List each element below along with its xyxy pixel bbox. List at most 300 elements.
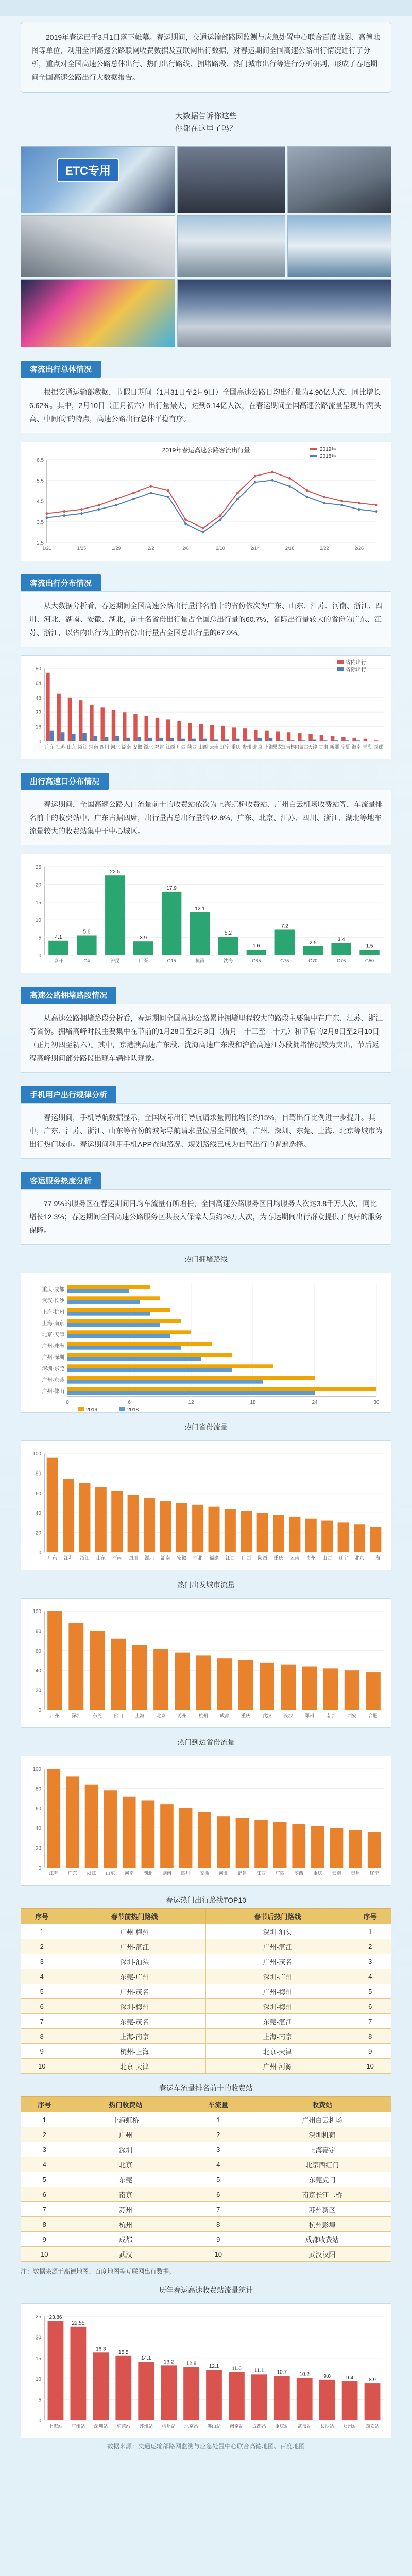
etc-lane-photo — [21, 146, 175, 213]
bar — [206, 2370, 222, 2420]
stations-table-cell: 武汉 — [68, 2247, 183, 2262]
chart-5-svg — [21, 1441, 391, 1570]
x-tick-label: 24 — [312, 1400, 318, 1405]
section-6-text: 77.9%的服务区在春运期间日均车流量有所增长，全国高速公路服务区日均服务人次达3.8千万人次，同比增长12.3%；春运期间全国高速公路服务区共投入保障人员约26万人次，为春运期间出行群众提供了良好的服务保障。 — [29, 1199, 383, 1234]
bar — [254, 1820, 268, 1868]
x-tick-label: 江苏 — [64, 1555, 74, 1561]
bar — [334, 740, 338, 741]
bar — [323, 740, 327, 741]
section-1-label: 客流出行总体情况 — [21, 361, 101, 378]
stations-col-header: 热门收费站 — [68, 2097, 183, 2112]
bar-value-label: 13.2 — [163, 2359, 174, 2365]
bar — [104, 1790, 117, 1868]
data-point — [254, 481, 256, 484]
bar-value-label: 15.5 — [118, 2349, 129, 2355]
x-tick-label: 湖北 — [143, 1871, 153, 1876]
bar-value-label: 5.6 — [83, 929, 91, 935]
x-tick-label: 湖南 — [161, 1555, 170, 1561]
legend-label: 2018 — [127, 1407, 139, 1412]
routes-table-cell: 杭州-上海 — [63, 2044, 206, 2059]
bar — [236, 1818, 249, 1868]
bar — [72, 734, 75, 741]
x-tick-label: 南京 — [326, 1713, 336, 1718]
stations-table-cell: 南京 — [68, 2187, 183, 2202]
routes-table-cell: 深圳-汕头 — [206, 1924, 349, 1939]
data-point — [184, 518, 187, 521]
chart-5 — [21, 1440, 391, 1570]
stations-table-cell: 2 — [183, 2127, 253, 2142]
stations-table-cell: 2 — [21, 2127, 68, 2142]
data-point — [236, 492, 239, 494]
x-tick-label: 广西 — [242, 1555, 251, 1561]
bar — [48, 2321, 64, 2420]
data-point — [167, 489, 169, 492]
x-tick-label: 宁夏 — [340, 744, 350, 750]
stations-table-cell: 9 — [21, 2232, 68, 2247]
y-tick-label: 5 — [38, 2397, 41, 2403]
legend-swatch — [337, 667, 344, 671]
legend-label: 2019年 — [320, 447, 337, 452]
routes-table-cell: 7 — [21, 2014, 63, 2029]
routes-table-cell: 广州-梅州 — [206, 1984, 349, 1999]
bar — [368, 1832, 381, 1868]
bar — [71, 2327, 87, 2420]
section-3-text: 春运期间，全国高速公路入口流量前十的收费站依次为上海虹桥收费站、广州白云机场收费站等，车流量排名前十的收费站中，广东占据四席，出行量占总出行量的42.8%，广东、北京、江苏、四川、浙江、湖北等地车流量较大的收费站集中于中心城区。 — [29, 800, 383, 835]
bar — [225, 1509, 236, 1552]
y-tick-label: 5.5 — [37, 478, 44, 484]
x-tick-label: 江苏 — [56, 744, 65, 750]
routes-table-cell: 1 — [21, 1924, 63, 1939]
bar — [302, 1667, 317, 1710]
intro-box — [21, 22, 391, 93]
x-tick-label: 重庆 — [231, 744, 241, 750]
routes-table-cell: 8 — [349, 2029, 391, 2044]
hero-line-2: 你都在这里了吗？ — [175, 124, 237, 133]
x-tick-label: 30 — [373, 1400, 380, 1405]
stations-table-cell: 苏州 — [68, 2202, 183, 2217]
bar — [374, 740, 378, 741]
bar — [162, 892, 181, 955]
bar — [356, 740, 360, 741]
stations-table-cell: 成都 — [68, 2232, 183, 2247]
x-tick-label: 福建 — [237, 1871, 247, 1876]
routes-table-cell: 3 — [21, 1954, 63, 1969]
x-tick-label: 福建 — [154, 744, 164, 750]
routes-table-row — [21, 2029, 391, 2044]
legend-swatch — [337, 660, 344, 664]
chart-7-svg — [21, 1756, 391, 1885]
bar — [161, 2365, 177, 2420]
bar — [229, 2372, 245, 2420]
x-tick-label: 山东 — [67, 744, 77, 750]
bar — [210, 725, 214, 741]
bar — [346, 740, 349, 741]
x-tick-label: 2/18 — [285, 546, 295, 551]
bar — [287, 732, 290, 741]
x-tick-label: 北京站 — [184, 2424, 199, 2429]
routes-table-body — [21, 1924, 391, 2074]
x-tick-label: 江西 — [165, 744, 175, 750]
x-tick-label: 山东 — [96, 1555, 106, 1561]
data-point — [271, 471, 273, 473]
bar — [275, 929, 295, 955]
section-4-box — [21, 1004, 391, 1073]
section-3-box — [21, 790, 391, 845]
bar — [126, 738, 130, 741]
x-tick-label: 四川 — [128, 1555, 138, 1561]
x-tick-label: G76 — [337, 958, 346, 963]
bar — [123, 1797, 136, 1868]
x-tick-label: 2/14 — [250, 546, 260, 551]
routes-table-row — [21, 1969, 391, 1984]
bar — [183, 2367, 199, 2420]
bar — [217, 1816, 230, 1868]
x-tick-label: 安徽 — [177, 1555, 186, 1561]
y-tick-label: 40 — [35, 1668, 41, 1674]
bar — [321, 1521, 333, 1552]
data-point — [358, 508, 360, 511]
bar — [67, 1308, 170, 1312]
data-point — [288, 485, 291, 488]
bar — [349, 1830, 362, 1868]
x-tick-label: 湖南 — [162, 1871, 171, 1876]
bar — [247, 739, 250, 741]
routes-table-cell: 北京-天津 — [63, 2059, 206, 2074]
stations-table-title: 春运车流量排名前十的收费站 — [159, 2084, 253, 2092]
x-tick-label: 广州 — [50, 1713, 60, 1718]
bar — [331, 736, 334, 741]
x-tick-label: 长沙 — [283, 1713, 293, 1718]
source-note: 注：数据来源于高德地图、百度地图等互联网出行数据。 — [21, 2268, 176, 2275]
bar-value-label: 12.1 — [195, 906, 205, 912]
routes-table-cell: 广州-茂名 — [63, 1984, 206, 1999]
stations-table-cell: 北京西红门 — [253, 2157, 391, 2172]
x-tick-label: 江苏 — [49, 1871, 59, 1876]
data-point — [254, 475, 256, 478]
bar — [105, 875, 125, 955]
bar — [67, 1368, 232, 1372]
routes-table-cell: 上海-南京 — [63, 2029, 206, 2044]
x-tick-label: G50 — [365, 958, 374, 963]
x-tick-label: G70 — [308, 958, 318, 963]
routes-col-header: 春节后热门路线 — [206, 1909, 349, 1924]
stations-table-cell: 南京长江二桥 — [253, 2187, 391, 2202]
x-tick-label: 上海站 — [48, 2424, 63, 2429]
y-tick-label: 20 — [35, 1530, 41, 1536]
stations-table-cell: 4 — [21, 2157, 68, 2172]
bar — [67, 1387, 376, 1391]
bar — [132, 1645, 147, 1710]
bar — [175, 1653, 190, 1710]
routes-table-cell: 东莞-广州 — [63, 1969, 206, 1984]
routes-table-row — [21, 1954, 391, 1969]
routes-table-cell: 2 — [349, 1939, 391, 1954]
routes-table-row — [21, 1939, 391, 1954]
section-5-label: 手机用户出行规律分析 — [21, 1086, 116, 1103]
data-point — [63, 510, 65, 513]
bar — [170, 738, 174, 741]
legend-swatch — [119, 1407, 125, 1411]
bar — [67, 1380, 263, 1384]
hall-crowd-photo — [287, 146, 391, 213]
routes-table-cell: 2 — [21, 1939, 63, 1954]
x-tick-label: 武汉站 — [297, 2424, 312, 2429]
bar — [366, 1672, 381, 1710]
stations-table-row — [21, 2217, 391, 2232]
bar — [128, 1495, 139, 1552]
x-tick-label: 新疆 — [330, 744, 339, 750]
x-tick-label: 河北 — [193, 1555, 203, 1561]
x-tick-label: 上海 — [135, 1713, 145, 1718]
legend-swatch — [310, 448, 317, 450]
x-tick-label: G75 — [280, 958, 289, 963]
bar — [232, 727, 236, 741]
x-tick-label: 浙江 — [87, 1871, 96, 1876]
stations-table-cell: 8 — [21, 2217, 68, 2232]
x-tick-label: 上海 — [264, 744, 273, 750]
data-point — [340, 500, 343, 502]
x-tick-label: 陕西 — [258, 1555, 267, 1561]
y-tick-label: 0 — [38, 739, 41, 745]
x-tick-label: G4 — [83, 958, 90, 963]
legend-label: 省内出行 — [346, 660, 366, 666]
bar-value-label: 11.1 — [254, 2368, 264, 2374]
x-tick-label: 重庆站 — [274, 2424, 289, 2429]
chart-7-title: 热门到达省份流量 — [177, 1738, 235, 1747]
bar-value-label: 22.5 — [110, 869, 121, 875]
bar — [292, 1824, 305, 1868]
data-point — [323, 502, 325, 504]
bar — [90, 1631, 105, 1710]
x-tick-label: 沪昆 — [110, 958, 120, 963]
bar — [254, 730, 258, 741]
y-tick-label: 100 — [32, 1451, 41, 1457]
x-tick-label: 安徽 — [132, 744, 142, 750]
y-tick-label: 0 — [38, 1708, 41, 1714]
chart-1-svg — [21, 442, 391, 561]
bar-value-label: 23.86 — [49, 2315, 62, 2321]
bar — [95, 1487, 107, 1552]
stations-table-row — [21, 2232, 391, 2247]
data-point — [219, 514, 221, 517]
legend-swatch — [310, 455, 317, 457]
bar — [67, 1364, 273, 1368]
chart-8-title: 历年春运高速收费站流量统计 — [159, 2286, 253, 2294]
bar — [303, 946, 322, 955]
data-point — [375, 504, 378, 506]
bar — [48, 941, 68, 955]
x-tick-label: 湖南 — [122, 744, 131, 750]
bar — [276, 731, 280, 741]
bar — [57, 694, 60, 741]
routes-table-cell: 北京-天津 — [206, 2044, 349, 2059]
bar — [342, 2381, 358, 2420]
data-point — [340, 504, 343, 506]
data-point — [358, 502, 360, 504]
chart-1 — [21, 442, 391, 561]
bar — [115, 2356, 131, 2420]
routes-table-row — [21, 1984, 391, 1999]
data-point — [132, 492, 135, 494]
stations-table-row — [21, 2187, 391, 2202]
bar — [67, 1296, 160, 1300]
stations-table-cell: 4 — [183, 2157, 253, 2172]
y-tick-label: 60 — [35, 1806, 41, 1812]
bar — [47, 1769, 60, 1868]
data-point — [150, 492, 152, 494]
bar — [67, 1285, 150, 1289]
x-tick-label: 重庆 — [274, 1555, 284, 1561]
bar — [133, 941, 153, 955]
x-tick-label: 东莞 — [92, 1713, 102, 1718]
x-tick-label: 北京 — [354, 1555, 364, 1561]
routes-table — [21, 1908, 391, 2074]
y-tick-label: 广州-东莞 — [42, 1378, 64, 1383]
bar — [156, 718, 159, 741]
routes-table-cell: 深圳-梅州 — [63, 1999, 206, 2014]
stations-col-header: 序号 — [21, 2097, 68, 2112]
y-tick-label: 40 — [35, 1511, 41, 1517]
section-6-box — [21, 1189, 391, 1245]
bar — [90, 705, 93, 741]
y-tick-label: 100 — [32, 1609, 41, 1615]
bar — [67, 1334, 170, 1338]
routes-table-cell: 8 — [21, 2029, 63, 2044]
data-point — [150, 485, 152, 488]
stations-table-cell: 5 — [21, 2172, 68, 2187]
y-tick-label: 2.5 — [37, 540, 44, 546]
stations-table — [21, 2096, 391, 2262]
x-tick-label: 深圳 — [71, 1713, 81, 1718]
y-tick-label: 武汉-长沙 — [42, 1298, 64, 1304]
x-tick-label: 陕西 — [294, 1871, 304, 1876]
bar — [192, 739, 196, 741]
bar — [67, 1330, 191, 1334]
x-tick-label: 北京 — [156, 1713, 166, 1718]
bar — [352, 738, 356, 741]
x-tick-label: 吉林 — [286, 744, 296, 750]
bar — [320, 735, 323, 741]
bar — [302, 740, 305, 741]
routes-col-header: 春节前热门路线 — [63, 1909, 206, 1924]
bar — [105, 737, 108, 741]
x-tick-label: 湖北 — [143, 744, 153, 750]
x-tick-label: 1/29 — [111, 546, 121, 551]
stations-table-row — [21, 2202, 391, 2217]
x-tick-label: 苏州 — [177, 1713, 187, 1718]
bar — [176, 1503, 187, 1552]
data-point — [80, 512, 83, 515]
y-tick-label: 10 — [35, 918, 41, 924]
y-tick-label: 20 — [35, 2335, 41, 2341]
bar — [281, 1665, 296, 1710]
stations-table-row — [21, 2142, 391, 2157]
bar — [269, 738, 272, 741]
x-tick-label: 1/25 — [77, 546, 87, 551]
y-tick-label: 20 — [35, 1845, 41, 1852]
x-tick-label: 广东 — [47, 1555, 57, 1561]
x-tick-label: 苏州站 — [139, 2424, 153, 2429]
service-area-photo — [177, 215, 285, 277]
x-tick-label: 京开 — [54, 958, 63, 963]
y-tick-label: 25 — [35, 2314, 41, 2320]
stations-table-cell: 10 — [21, 2247, 68, 2262]
bar — [82, 733, 86, 741]
x-tick-label: 浙江 — [78, 744, 88, 750]
bar — [221, 726, 225, 741]
x-tick-label: 甘肃 — [319, 744, 329, 750]
routes-table-cell: 广州-湛江 — [63, 1939, 206, 1954]
routes-table-cell: 3 — [349, 1954, 391, 1969]
section-5-text: 春运期间，手机导航数据显示，全国城际出行导航请求量同比增长约15%，自驾出行比例进一步提升。其中，广东、江苏、浙江、山东等省份的城际导航请求量位居全国前列，广州、深圳、东莞、上海、北京等城市为出行热门城市。春运期间利用手机APP查询路况、规划路线已成为自驾出行的普遍选择。 — [29, 1113, 383, 1148]
x-tick-label: 河北 — [218, 1871, 228, 1876]
stations-table-cell: 8 — [183, 2217, 253, 2232]
bar — [290, 740, 294, 741]
x-tick-label: 山西 — [322, 1555, 332, 1561]
bar — [138, 2362, 154, 2420]
routes-table-cell: 5 — [349, 1984, 391, 1999]
x-tick-label: 浙江 — [80, 1555, 90, 1561]
data-point — [46, 512, 48, 515]
x-tick-label: 杭州 — [198, 1713, 208, 1718]
bar — [160, 1804, 174, 1868]
bar — [181, 739, 185, 741]
stations-table-cell: 广州 — [68, 2127, 183, 2142]
bar-value-label: 2.5 — [309, 940, 317, 946]
top-strip — [0, 0, 412, 16]
bar — [274, 2376, 290, 2420]
x-tick-label: 云南 — [332, 1871, 341, 1876]
routes-table-cell: 6 — [21, 1999, 63, 2014]
section-4-label: 高速公路拥堵路段情况 — [21, 987, 116, 1004]
bar — [79, 1483, 90, 1552]
x-tick-label: 深圳站 — [94, 2424, 108, 2429]
stations-table-cell: 东莞虎门 — [253, 2172, 391, 2187]
data-point — [63, 514, 65, 517]
bar — [313, 739, 316, 741]
data-point — [375, 510, 378, 513]
bar — [258, 738, 262, 741]
bar — [364, 739, 367, 741]
routes-table-cell: 深圳-梅州 — [206, 1999, 349, 2014]
routes-table-row — [21, 1999, 391, 2014]
bar — [159, 738, 163, 741]
etc-sign: ETC专用 — [57, 158, 119, 182]
routes-table-cell: 广州-河源 — [206, 2059, 349, 2074]
bar-value-label: 1.6 — [252, 943, 260, 949]
x-tick-label: 长沙站 — [320, 2424, 334, 2429]
bar — [311, 1826, 324, 1868]
bar — [111, 1491, 123, 1552]
y-tick-label: 20 — [35, 1688, 41, 1694]
bar-value-label: 7.2 — [281, 923, 288, 929]
stations-table-row — [21, 2112, 391, 2127]
chart-8 — [21, 2303, 391, 2438]
bar — [67, 1353, 232, 1357]
bar — [133, 714, 137, 741]
bar-value-label: 9.8 — [323, 2373, 331, 2379]
routes-table-row — [21, 2044, 391, 2059]
data-point — [132, 498, 135, 500]
y-tick-label: 40 — [35, 1826, 41, 1832]
bar-value-label: 5.2 — [225, 930, 232, 937]
x-tick-label: 江西 — [225, 1555, 235, 1561]
bar — [67, 1357, 201, 1361]
bar — [238, 1660, 253, 1710]
bar — [77, 935, 96, 955]
bar — [345, 1670, 359, 1710]
bar-value-label: 9.4 — [346, 2375, 354, 2381]
